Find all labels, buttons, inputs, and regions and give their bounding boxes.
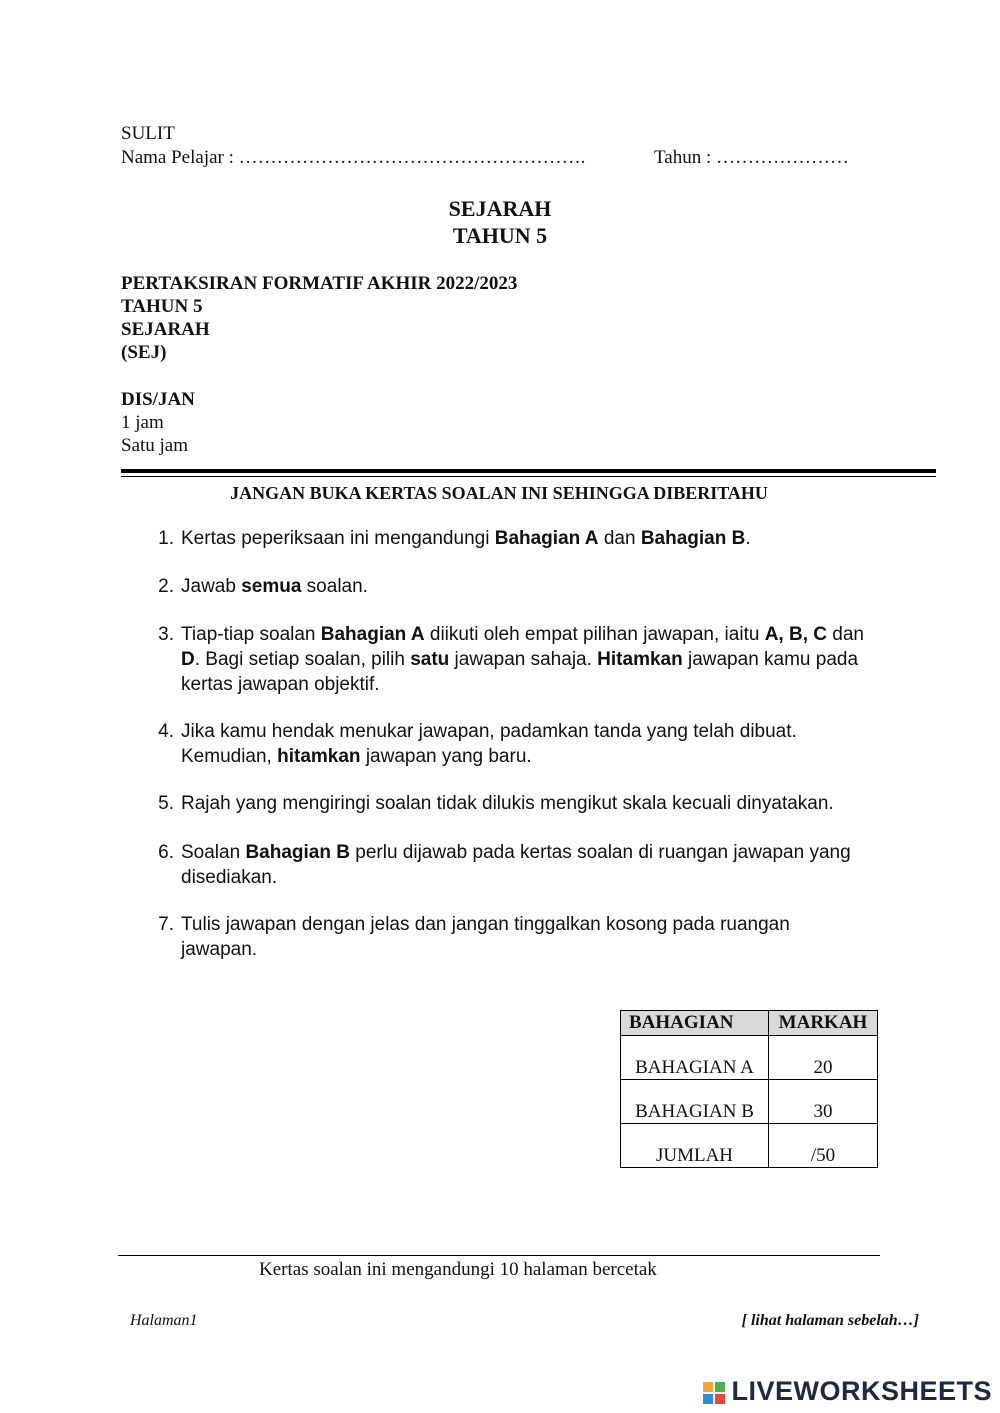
next-page-note: [ lihat halaman sebelah…] [741,1312,919,1329]
mark-cell: 20 [769,1036,878,1080]
double-rule-thin [121,476,936,477]
instruction-number: 5. [158,793,174,814]
exam-year: TAHUN 5 [121,296,203,317]
table-header-row [621,1011,878,1036]
double-rule-thick [121,469,936,473]
exam-code: (SEJ) [121,342,167,363]
page-number: Halaman1 [130,1312,198,1329]
page-title-subject: SEJARAH [448,196,552,221]
instruction-text: Rajah yang mengiringi soalan tidak dilukis mengikut skala kecuali dinyatakan. [181,793,834,814]
section-cell: JUMLAH [621,1124,769,1168]
mark-cell: /50 [769,1124,878,1168]
instruction-text: Tiap-tiap soalan Bahagian A diikuti oleh empat pilihan jawapan, iaitu A, B, C dan D. Bagi setiap soalan, pilih satu jawapan sahaja. Hitamkan jawapan kamu pada kertas jawapan objektif. [181,624,864,695]
pages-note: Kertas soalan ini mengandungi 10 halaman bercetak [259,1259,657,1280]
instruction-number: 2. [158,576,174,597]
column-header-markah: MARKAH [769,1011,878,1036]
warning-banner: JANGAN BUKA KERTAS SOALAN INI SEHINGGA DIBERITAHU [230,483,768,503]
exam-name: PERTAKSIRAN FORMATIF AKHIR 2022/2023 [121,273,518,294]
instruction-number: 3. [158,624,174,645]
marks-table [620,1010,878,1168]
page-title-year: TAHUN 5 [452,223,548,248]
instruction-number: 1. [158,528,174,549]
instruction-number: 6. [158,842,174,863]
exam-duration: 1 jam [121,412,164,433]
instruction-number: 7. [158,914,174,935]
section-cell: BAHAGIAN A [621,1036,769,1080]
table-row [621,1124,878,1168]
year-field[interactable]: Tahun : ………………… [654,147,849,168]
instruction-text: Soalan Bahagian B perlu dijawab pada kertas soalan di ruangan jawapan yang disediakan. [181,842,851,888]
cube-icon [703,1382,725,1404]
classification-label: SULIT [121,123,175,144]
exam-subject: SEJARAH [121,319,210,340]
instruction-text: Kertas peperiksaan ini mengandungi Bahagian A dan Bahagian B. [181,528,751,549]
student-name-field[interactable]: Nama Pelajar : ………………………………………………. [121,147,586,168]
footer-rule [118,1255,880,1256]
liveworksheets-logo[interactable] [703,1374,992,1408]
instruction-number: 4. [158,721,174,742]
logo-text: LIVEWORKSHEETS [731,1376,992,1406]
column-header-bahagian: BAHAGIAN [621,1011,769,1036]
mark-cell: 30 [769,1080,878,1124]
instruction-text: Jika kamu hendak menukar jawapan, padamkan tanda yang telah dibuat. Kemudian, hitamkan jawapan yang baru. [181,721,797,767]
instruction-text: Tulis jawapan dengan jelas dan jangan tinggalkan kosong pada ruangan jawapan. [181,914,790,960]
exam-duration-words: Satu jam [121,435,189,456]
section-cell: BAHAGIAN B [621,1080,769,1124]
table-row [621,1080,878,1124]
table-row [621,1036,878,1080]
instruction-text: Jawab semua soalan. [181,576,368,597]
exam-session: DIS/JAN [121,389,195,410]
